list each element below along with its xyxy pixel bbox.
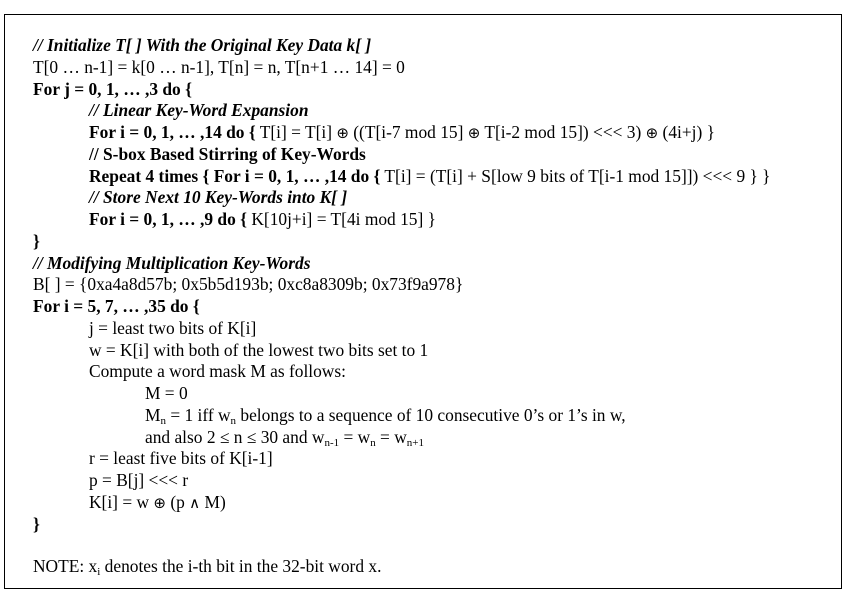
comment-modify-multiplication: // Modifying Multiplication Key-Words <box>33 252 311 273</box>
subscript: n-1 <box>324 436 340 449</box>
subscript: n+1 <box>406 436 424 449</box>
linear-body-d: (4i+j) } <box>658 122 715 142</box>
comment-initialize: // Initialize T[ ] With the Original Key Data k[ ] <box>33 35 372 55</box>
spacer <box>33 535 833 556</box>
cond-text: and also 2 ≤ n ≤ 30 and w <box>145 426 325 447</box>
w-definition: w = K[i] with both of the lowest two bits set to 1 <box>89 339 429 360</box>
note <box>33 556 833 578</box>
j-definition: j = least two bits of K[i] <box>89 317 257 338</box>
r-definition: r = least five bits of K[i-1] <box>89 448 273 469</box>
mask-intro: Compute a word mask M as follows: <box>89 361 346 382</box>
repeat-body: T[i] = (T[i] + S[low 9 bits of T[i-1 mod 15]]) <<< 9 } } <box>380 165 771 186</box>
note-text-rest: denotes the i-th bit in the 32-bit word x. <box>100 556 382 577</box>
xor-symbol: ⊕ <box>336 124 349 142</box>
xor-symbol: ⊕ <box>645 124 659 142</box>
mn-text: = 1 iff w <box>165 404 231 425</box>
subscript: n <box>160 414 166 427</box>
k-text: K[i] = w <box>89 491 154 512</box>
sbox-stirring-loop <box>33 166 833 188</box>
t-initialization: T[0 … n-1] = k[0 … n-1], T[n] = n, T[n+1 … 14] = 0 <box>33 56 405 77</box>
subscript: n <box>230 414 237 427</box>
mask-zero: M = 0 <box>145 383 188 403</box>
mask-condition <box>33 427 833 449</box>
algorithm-box <box>4 14 842 589</box>
subscript: i <box>97 566 101 579</box>
xor-symbol: ⊕ <box>153 493 166 512</box>
repeat-for: Repeat 4 times { For i = 0, 1, … ,14 do { <box>89 165 381 186</box>
k-update <box>33 492 833 514</box>
store-loop <box>33 209 833 231</box>
for-j-loop: For j = 0, 1, … ,3 do { <box>33 78 192 99</box>
k-text: (p <box>165 491 190 512</box>
b-array-definition: B[ ] = {0xa4a8d57b; 0x5b5d193b; 0xc8a8309b; 0x73f9a978} <box>33 274 464 295</box>
for-i-loop: For i = 5, 7, … ,35 do { <box>33 296 200 316</box>
comment-sbox-stirring: // S-box Based Stirring of Key-Words <box>89 143 366 164</box>
comment-linear-expansion: // Linear Key-Word Expansion <box>89 100 309 121</box>
mn-label: M <box>145 404 161 425</box>
linear-expansion-loop <box>33 122 833 144</box>
linear-for: For i = 0, 1, … ,14 do { <box>89 122 256 142</box>
mn-text-rest: belongs to a sequence of 10 consecutive 0’s or 1’s in w, <box>236 404 626 425</box>
pseudocode <box>33 35 833 578</box>
k-text: M) <box>200 491 226 512</box>
p-definition: p = B[j] <<< r <box>89 470 189 490</box>
linear-body-b: ((T[i-7 mod 15] <box>348 122 468 142</box>
and-symbol: ∧ <box>189 493 201 512</box>
cond-text: = w <box>339 426 371 447</box>
linear-body-a: T[i] = T[i] <box>255 122 337 142</box>
close-brace: } <box>33 230 40 251</box>
subscript: n <box>370 436 376 449</box>
store-for: For i = 0, 1, … ,9 do { <box>89 209 247 229</box>
mask-bit-rule <box>33 405 833 427</box>
linear-body-c: T[i-2 mod 15]) <<< 3) <box>480 122 646 142</box>
comment-store-keywords: // Store Next 10 Key-Words into K[ ] <box>89 187 348 208</box>
store-body: K[10j+i] = T[4i mod 15] } <box>247 209 436 229</box>
cond-text: = w <box>375 426 407 447</box>
note-text: NOTE: x <box>33 556 98 577</box>
xor-symbol: ⊕ <box>467 124 481 142</box>
close-brace: } <box>33 513 40 534</box>
